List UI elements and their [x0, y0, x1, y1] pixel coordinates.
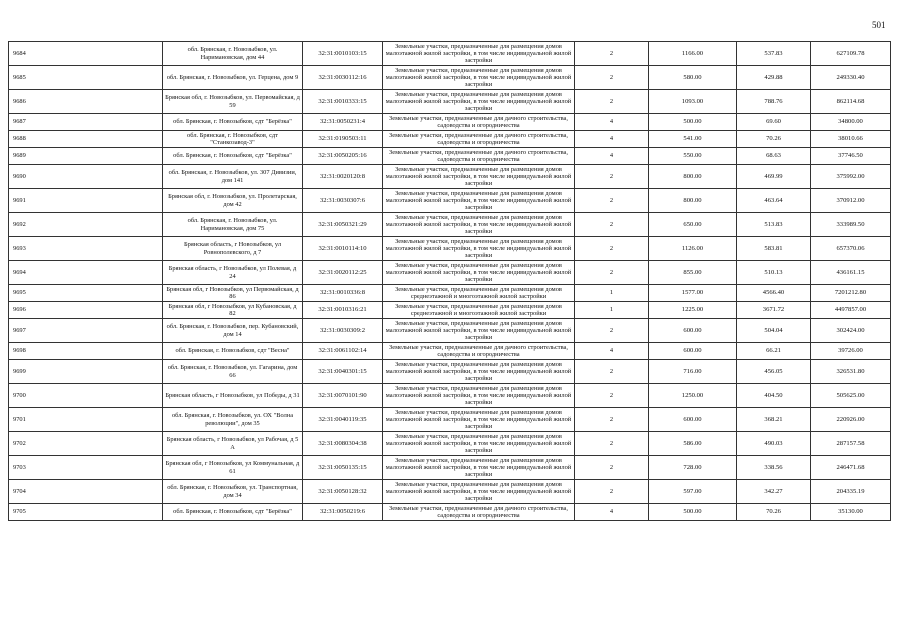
table-row: [9, 504, 891, 521]
specific-value-cell: 469.99: [737, 165, 811, 189]
cadastral-number-cell: 32:31:0010333:15: [303, 90, 383, 114]
table-row: [9, 432, 891, 456]
address-cell: обл. Брянская, г. Новозыбков, сдт "Берёзка": [163, 148, 303, 165]
group-cell: 2: [575, 42, 649, 66]
area-cell: 586.00: [649, 432, 737, 456]
cadastral-value-cell: 249330.40: [811, 66, 891, 90]
group-cell: 2: [575, 189, 649, 213]
specific-value-cell: 70.26: [737, 131, 811, 148]
land-use-cell: Земельные участки, предназначенные для размещения домов малоэтажной жилой застройки, в том числе индивидуальной жилой застройки: [383, 237, 575, 261]
specific-value-cell: 69.60: [737, 114, 811, 131]
area-cell: 1225.00: [649, 302, 737, 319]
row-number: 9692: [9, 213, 163, 237]
address-cell: Брянская область, г Новозыбков, ул Полевая, д 24: [163, 261, 303, 285]
land-use-cell: Земельные участки, предназначенные для размещения домов малоэтажной жилой застройки, в том числе индивидуальной жилой застройки: [383, 432, 575, 456]
address-cell: Брянская обл, г Новозыбков, ул Первомайская, д 86: [163, 285, 303, 302]
area-cell: 1250.00: [649, 384, 737, 408]
specific-value-cell: 368.21: [737, 408, 811, 432]
table-row: [9, 90, 891, 114]
cadastral-value-cell: 302424.00: [811, 319, 891, 343]
group-cell: 2: [575, 237, 649, 261]
group-cell: 2: [575, 432, 649, 456]
group-cell: 4: [575, 343, 649, 360]
table-row: [9, 66, 891, 90]
cadastral-number-cell: 32:31:0040119:35: [303, 408, 383, 432]
address-cell: обл. Брянская, г. Новозыбков, сдт "Берёзка": [163, 114, 303, 131]
row-number: 9691: [9, 189, 163, 213]
cadastral-number-cell: 32:31:0010316:21: [303, 302, 383, 319]
cadastral-value-cell: 505625.00: [811, 384, 891, 408]
cadastral-number-cell: 32:31:0030307:6: [303, 189, 383, 213]
land-use-cell: Земельные участки, предназначенные для размещения домов малоэтажной жилой застройки, в том числе индивидуальной жилой застройки: [383, 360, 575, 384]
area-cell: 550.00: [649, 148, 737, 165]
land-use-cell: Земельные участки, предназначенные для размещения домов малоэтажной жилой застройки, в том числе индивидуальной жилой застройки: [383, 42, 575, 66]
area-cell: 600.00: [649, 319, 737, 343]
cadastral-number-cell: 32:31:0050321:29: [303, 213, 383, 237]
group-cell: 2: [575, 319, 649, 343]
cadastral-number-cell: 32:31:0020120:8: [303, 165, 383, 189]
address-cell: обл. Брянская, г. Новозыбков, пер. Кубановский, дом 14: [163, 319, 303, 343]
area-cell: 1166.00: [649, 42, 737, 66]
table-row: [9, 408, 891, 432]
row-number: 9688: [9, 131, 163, 148]
table-row: [9, 285, 891, 302]
cadastral-value-cell: 287157.58: [811, 432, 891, 456]
area-cell: 716.00: [649, 360, 737, 384]
area-cell: 728.00: [649, 456, 737, 480]
cadastral-value-cell: 246471.68: [811, 456, 891, 480]
row-number: 9701: [9, 408, 163, 432]
address-cell: обл. Брянская, г. Новозыбков, ул. Наримановская, дом 44: [163, 42, 303, 66]
cadastral-number-cell: 32:31:0061102:14: [303, 343, 383, 360]
area-cell: 597.00: [649, 480, 737, 504]
address-cell: обл. Брянская, г. Новозыбков, ул. 307 Дивизии, дом 141: [163, 165, 303, 189]
row-number: 9705: [9, 504, 163, 521]
table-row: [9, 237, 891, 261]
specific-value-cell: 788.76: [737, 90, 811, 114]
address-cell: Брянская область, г Новозыбков, ул Ровнополевского, д 7: [163, 237, 303, 261]
area-cell: 800.00: [649, 165, 737, 189]
specific-value-cell: 537.83: [737, 42, 811, 66]
group-cell: 4: [575, 114, 649, 131]
specific-value-cell: 338.56: [737, 456, 811, 480]
specific-value-cell: 510.13: [737, 261, 811, 285]
cadastral-value-cell: 333989.50: [811, 213, 891, 237]
cadastral-number-cell: 32:31:0020112:25: [303, 261, 383, 285]
cadastral-number-cell: 32:31:0070101:90: [303, 384, 383, 408]
specific-value-cell: 4566.40: [737, 285, 811, 302]
table-row: [9, 456, 891, 480]
cadastral-number-cell: 32:31:0010103:15: [303, 42, 383, 66]
area-cell: 500.00: [649, 114, 737, 131]
specific-value-cell: 342.27: [737, 480, 811, 504]
group-cell: 1: [575, 302, 649, 319]
specific-value-cell: 429.88: [737, 66, 811, 90]
group-cell: 2: [575, 480, 649, 504]
row-number: 9686: [9, 90, 163, 114]
cadastral-number-cell: 32:31:0010114:10: [303, 237, 383, 261]
address-cell: Брянская обл, г. Новозыбков, ул. Первомайская, д 59: [163, 90, 303, 114]
row-number: 9693: [9, 237, 163, 261]
area-cell: 650.00: [649, 213, 737, 237]
land-use-cell: Земельные участки, предназначенные для дачного строительства, садоводства и огородничества: [383, 114, 575, 131]
specific-value-cell: 504.04: [737, 319, 811, 343]
table-row: [9, 319, 891, 343]
cadastral-number-cell: 32:31:0190503:11: [303, 131, 383, 148]
table-row: [9, 261, 891, 285]
group-cell: 4: [575, 504, 649, 521]
group-cell: 2: [575, 165, 649, 189]
row-number: 9684: [9, 42, 163, 66]
land-use-cell: Земельные участки, предназначенные для размещения домов малоэтажной жилой застройки, в том числе индивидуальной жилой застройки: [383, 384, 575, 408]
cadastral-value-cell: 370912.00: [811, 189, 891, 213]
cadastral-value-cell: 204335.19: [811, 480, 891, 504]
land-use-cell: Земельные участки, предназначенные для размещения домов малоэтажной жилой застройки, в том числе индивидуальной жилой застройки: [383, 261, 575, 285]
group-cell: 2: [575, 408, 649, 432]
cadastral-value-table: [8, 41, 891, 521]
address-cell: обл. Брянская, г. Новозыбков, ул. Наримановская, дом 75: [163, 213, 303, 237]
area-cell: 800.00: [649, 189, 737, 213]
row-number: 9685: [9, 66, 163, 90]
address-cell: Брянская обл, г Новозыбков, ул Кубановская, д 82: [163, 302, 303, 319]
row-number: 9704: [9, 480, 163, 504]
address-cell: обл. Брянская, г. Новозыбков, ул. Гагарина, дом 66: [163, 360, 303, 384]
cadastral-value-cell: 326531.80: [811, 360, 891, 384]
table-row: [9, 131, 891, 148]
land-use-cell: Земельные участки, предназначенные для дачного строительства, садоводства и огородничества: [383, 343, 575, 360]
cadastral-number-cell: 32:31:0010336:8: [303, 285, 383, 302]
table-row: [9, 189, 891, 213]
group-cell: 1: [575, 285, 649, 302]
area-cell: 500.00: [649, 504, 737, 521]
land-use-cell: Земельные участки, предназначенные для дачного строительства, садоводства и огородничества: [383, 504, 575, 521]
group-cell: 4: [575, 148, 649, 165]
land-use-cell: Земельные участки, предназначенные для размещения домов малоэтажной жилой застройки, в том числе индивидуальной жилой застройки: [383, 408, 575, 432]
specific-value-cell: 513.83: [737, 213, 811, 237]
address-cell: обл. Брянская, г. Новозыбков, сдт "Весна": [163, 343, 303, 360]
cadastral-value-cell: 34800.00: [811, 114, 891, 131]
specific-value-cell: 66.21: [737, 343, 811, 360]
specific-value-cell: 70.26: [737, 504, 811, 521]
group-cell: 2: [575, 66, 649, 90]
specific-value-cell: 583.81: [737, 237, 811, 261]
specific-value-cell: 3671.72: [737, 302, 811, 319]
cadastral-value-cell: 657370.06: [811, 237, 891, 261]
cadastral-value-cell: 7201212.80: [811, 285, 891, 302]
row-number: 9702: [9, 432, 163, 456]
land-use-cell: Земельные участки, предназначенные для размещения домов малоэтажной жилой застройки, в том числе индивидуальной жилой застройки: [383, 213, 575, 237]
table-row: [9, 165, 891, 189]
table-row: [9, 114, 891, 131]
page-number: 501: [872, 20, 886, 30]
land-use-cell: Земельные участки, предназначенные для размещения домов малоэтажной жилой застройки, в том числе индивидуальной жилой застройки: [383, 319, 575, 343]
row-number: 9689: [9, 148, 163, 165]
area-cell: 1093.00: [649, 90, 737, 114]
address-cell: обл. Брянская, г. Новозыбков, ул. Герцена, дом 9: [163, 66, 303, 90]
group-cell: 2: [575, 213, 649, 237]
address-cell: Брянская обл, г Новозыбков, ул Коммунальная, д 61: [163, 456, 303, 480]
land-use-cell: Земельные участки, предназначенные для размещения домов малоэтажной жилой застройки, в том числе индивидуальной жилой застройки: [383, 189, 575, 213]
group-cell: 2: [575, 384, 649, 408]
specific-value-cell: 490.03: [737, 432, 811, 456]
cadastral-value-cell: 35130.00: [811, 504, 891, 521]
address-cell: обл. Брянская, г. Новозыбков, ул. ОХ "Волна революции", дом 35: [163, 408, 303, 432]
area-cell: 1577.00: [649, 285, 737, 302]
land-use-cell: Земельные участки, предназначенные для размещения домов среднеэтажной и многоэтажной жилой застройки: [383, 285, 575, 302]
row-number: 9687: [9, 114, 163, 131]
row-number: 9694: [9, 261, 163, 285]
address-cell: обл. Брянская, г. Новозыбков, сдт "Станкозавод-3": [163, 131, 303, 148]
land-use-cell: Земельные участки, предназначенные для размещения домов малоэтажной жилой застройки, в том числе индивидуальной жилой застройки: [383, 66, 575, 90]
group-cell: 2: [575, 360, 649, 384]
land-use-cell: Земельные участки, предназначенные для размещения домов малоэтажной жилой застройки, в том числе индивидуальной жилой застройки: [383, 456, 575, 480]
cadastral-number-cell: 32:31:0050135:15: [303, 456, 383, 480]
cadastral-number-cell: 32:31:0050219:6: [303, 504, 383, 521]
land-use-cell: Земельные участки, предназначенные для размещения домов малоэтажной жилой застройки, в том числе индивидуальной жилой застройки: [383, 480, 575, 504]
specific-value-cell: 68.63: [737, 148, 811, 165]
cadastral-value-cell: 436161.15: [811, 261, 891, 285]
table-row: [9, 213, 891, 237]
row-number: 9697: [9, 319, 163, 343]
area-cell: 855.00: [649, 261, 737, 285]
cadastral-number-cell: 32:31:0050128:32: [303, 480, 383, 504]
area-cell: 541.00: [649, 131, 737, 148]
address-cell: обл. Брянская, г. Новозыбков, ул. Транспортная, дом 34: [163, 480, 303, 504]
cadastral-number-cell: 32:31:0030112:16: [303, 66, 383, 90]
cadastral-number-cell: 32:31:0050205:16: [303, 148, 383, 165]
cadastral-value-cell: 375992.00: [811, 165, 891, 189]
cadastral-number-cell: 32:31:0040301:15: [303, 360, 383, 384]
specific-value-cell: 456.05: [737, 360, 811, 384]
table-row: [9, 302, 891, 319]
area-cell: 600.00: [649, 343, 737, 360]
cadastral-value-cell: 37746.50: [811, 148, 891, 165]
row-number: 9703: [9, 456, 163, 480]
row-number: 9698: [9, 343, 163, 360]
specific-value-cell: 463.64: [737, 189, 811, 213]
address-cell: обл. Брянская, г. Новозыбков, сдт "Берёзка": [163, 504, 303, 521]
table-row: [9, 343, 891, 360]
land-use-cell: Земельные участки, предназначенные для дачного строительства, садоводства и огородничества: [383, 148, 575, 165]
cadastral-value-cell: 627109.78: [811, 42, 891, 66]
table-row: [9, 148, 891, 165]
cadastral-value-cell: 39726.00: [811, 343, 891, 360]
cadastral-value-cell: 4497857.00: [811, 302, 891, 319]
area-cell: 580.00: [649, 66, 737, 90]
row-number: 9695: [9, 285, 163, 302]
land-use-cell: Земельные участки, предназначенные для размещения домов малоэтажной жилой застройки, в том числе индивидуальной жилой застройки: [383, 165, 575, 189]
row-number: 9690: [9, 165, 163, 189]
address-cell: Брянская обл, г. Новозыбков, ул. Пролетарская, дом 42: [163, 189, 303, 213]
table-row: [9, 384, 891, 408]
area-cell: 1126.00: [649, 237, 737, 261]
land-use-cell: Земельные участки, предназначенные для размещения домов среднеэтажной и многоэтажной жилой застройки: [383, 302, 575, 319]
group-cell: 2: [575, 456, 649, 480]
specific-value-cell: 404.50: [737, 384, 811, 408]
group-cell: 4: [575, 131, 649, 148]
cadastral-value-cell: 862114.68: [811, 90, 891, 114]
row-number: 9699: [9, 360, 163, 384]
group-cell: 2: [575, 90, 649, 114]
table-row: [9, 42, 891, 66]
land-use-cell: Земельные участки, предназначенные для дачного строительства, садоводства и огородничества: [383, 131, 575, 148]
address-cell: Брянская область, г Новозыбков, ул Рабочая, д 5 А: [163, 432, 303, 456]
table-row: [9, 360, 891, 384]
address-cell: Брянская область, г Новозыбков, ул Победы, д 31: [163, 384, 303, 408]
cadastral-number-cell: 32:31:0030309:2: [303, 319, 383, 343]
cadastral-value-cell: 220926.00: [811, 408, 891, 432]
table-row: [9, 480, 891, 504]
area-cell: 600.00: [649, 408, 737, 432]
row-number: 9696: [9, 302, 163, 319]
cadastral-value-cell: 38010.66: [811, 131, 891, 148]
row-number: 9700: [9, 384, 163, 408]
group-cell: 2: [575, 261, 649, 285]
land-use-cell: Земельные участки, предназначенные для размещения домов малоэтажной жилой застройки, в том числе индивидуальной жилой застройки: [383, 90, 575, 114]
cadastral-number-cell: 32:31:0080304:38: [303, 432, 383, 456]
cadastral-number-cell: 32:31:0050231:4: [303, 114, 383, 131]
